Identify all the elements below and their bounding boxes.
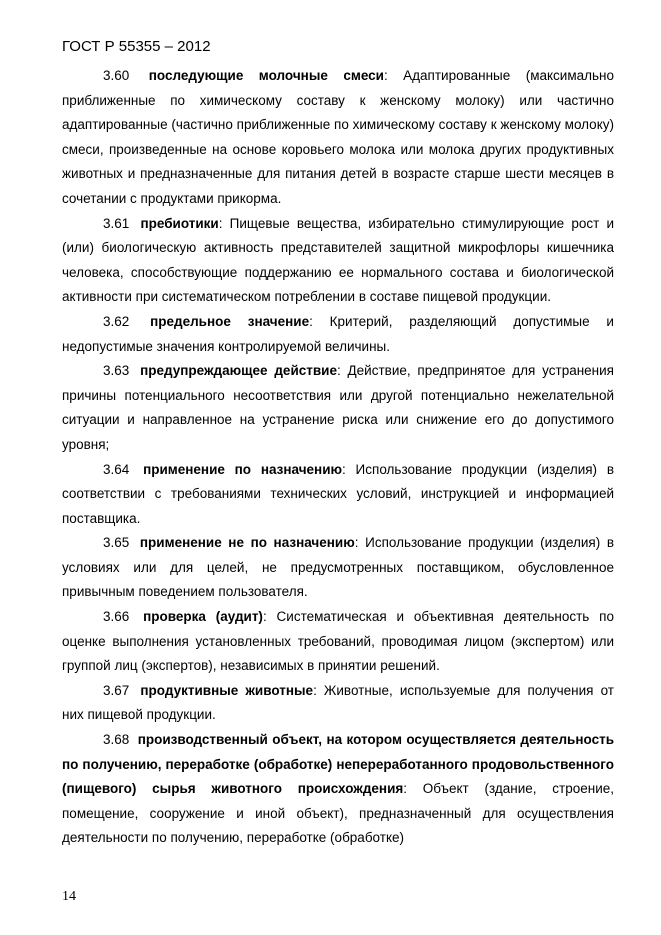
- definition-text: : Объект (здание, строение, помещение, сооружение и иной объект), предназначенный для осуществления деятельности по получению, переработке (обработке): [62, 781, 614, 846]
- term: предельное значение: [150, 313, 310, 329]
- definition-text: : Пищевые вещества, избирательно стимулирующие рост и (или) биологическую активность представителей защитной микрофлоры кишечника человека, способствующие поддержанию ее нормального состава и биологической активности при систематическом потреблении в составе пищевой продукции.: [62, 215, 614, 305]
- definition-3-62: [62, 310, 614, 359]
- definition-text: : Использование продукции (изделия) в соответствии с требованиями технических условий, инструкцией и информацией поставщика.: [62, 461, 614, 526]
- clause-number: 3.63: [103, 363, 130, 379]
- term: предупреждающее действие: [140, 363, 337, 379]
- term: проверка (аудит): [143, 609, 263, 625]
- definition-text: : Адаптированные (максимально приближенные по химическому составу к женскому молоку) или частично адаптированные (частично приближенные по химическому составу к женскому молоку) смеси, произведенные на основе коровьего молока или молока других продуктивных животных и предназначенные для питания детей в возрасте старше шести месяцев в сочетании с продуктами прикорма.: [62, 68, 614, 206]
- definition-text: : Систематическая и объективная деятельность по оценке выполнения установленных требований, проводимая лицом (экспертом) или группой лиц (экспертов), независимых в принятии решений.: [62, 609, 614, 674]
- term: продуктивные животные: [140, 682, 314, 698]
- definition-3-68: [62, 728, 614, 851]
- definition-3-65: [62, 531, 614, 605]
- page-number: 14: [62, 889, 76, 904]
- definition-text: : Критерий, разделяющий допустимые и недопустимые значения контролируемой величины.: [62, 313, 614, 354]
- term: производственный объект, на котором осуществляется деятельность по получению, переработке (обработке) непереработанного продовольственного (пищевого) сырья животного происхождения: [62, 732, 614, 797]
- definition-text: : Действие, предпринятое для устранения причины потенциального несоответствия или другой потенциально нежелательной ситуации и направленное на устранение риска или снижение его до допустимого уровня;: [62, 363, 614, 452]
- definition-3-67: [62, 679, 614, 728]
- definition-3-66: [62, 605, 614, 679]
- definition-3-63: [62, 359, 614, 457]
- definition-text: : Животные, используемые для получения от них пищевой продукции.: [62, 682, 614, 723]
- clause-number: 3.62: [103, 313, 130, 329]
- document-header: ГОСТ Р 55355 – 2012: [62, 38, 211, 55]
- clause-number: 3.67: [103, 682, 130, 698]
- term: применение по назначению: [143, 461, 343, 477]
- definition-text: : Использование продукции (изделия) в условиях или для целей, не предусмотренных поставщиком, обусловленное привычным поведением пользователя.: [62, 535, 615, 600]
- term: последующие молочные смеси: [148, 68, 384, 83]
- clause-number: 3.61: [103, 215, 130, 231]
- term: применение не по назначению: [139, 535, 355, 551]
- document-body: [62, 64, 614, 851]
- definition-3-61: [62, 212, 614, 310]
- clause-number: 3.68: [103, 732, 130, 748]
- clause-number: 3.60: [103, 68, 130, 83]
- definition-3-60: [62, 64, 614, 212]
- definition-3-64: [62, 458, 614, 532]
- clause-number: 3.66: [103, 609, 130, 625]
- term: пребиотики: [140, 215, 219, 231]
- clause-number: 3.64: [103, 461, 130, 477]
- clause-number: 3.65: [103, 535, 130, 551]
